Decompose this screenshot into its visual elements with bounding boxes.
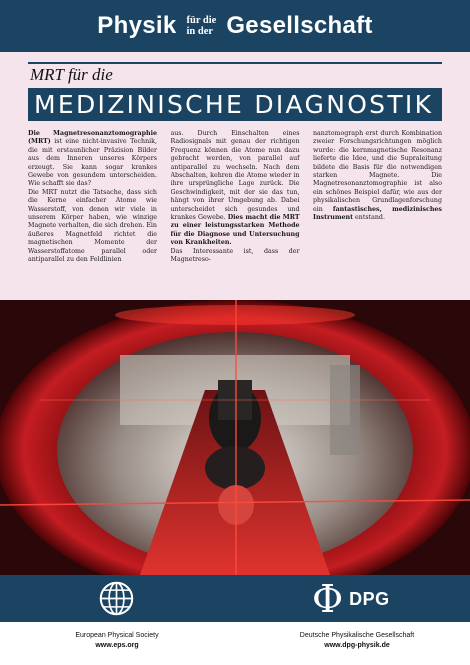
title-connector-line1: für die [186, 15, 217, 26]
paragraph: Das Interessante ist, dass der Magnetreso- [170, 247, 300, 264]
paragraph: Die MRT nutzt die Tatsache, dass sich die Kerne einfacher Atome wie Wasserstoff, von denen wir viele in unserem Körper haben, wie winzige Magnete verhalten, die sich drehen. Ein äußeres Magnetfeld richtet die magnetischen Momente der Wasserstoffatome parallel oder antiparallel zu den Feldlinien [28, 188, 157, 264]
phi-icon: Φ [312, 577, 344, 621]
highlight-bold-text: fantastisches, medizinisches Instrument [313, 205, 442, 222]
eps-name: European Physical Society [75, 632, 159, 639]
patient-chest [205, 446, 265, 490]
paragraph [171, 130, 300, 248]
room-cabinet [330, 365, 360, 455]
globe-icon [98, 580, 135, 617]
title-banner [0, 0, 470, 52]
title-word-physik: Physik [97, 12, 177, 39]
body-text: nanztomograph erst durch Kombination zweier Forschungsrichtungen möglich wurde: die kernmagnetische Resonanz lieferte die Idee, und die Supraleitung bildete die Basis für die notwendigen starken Magnete. Die Magnetresonanztomographie ist also ein schönes Beispiel dafür, wie aus der physikalischen Grundlagenforschung ein [313, 130, 442, 213]
body-text-end: entstand. [353, 214, 385, 222]
lead-bold-text: Die Magnetresonanztomographie (MRT) [28, 130, 157, 146]
eps-url[interactable]: www.eps.org [95, 642, 139, 649]
divider [28, 62, 442, 64]
article-columns [28, 130, 442, 300]
paragraph [28, 130, 157, 189]
dpg-credit [267, 631, 447, 651]
article-column-2 [171, 130, 300, 300]
title-word-gesellschaft: Gesellschaft [226, 12, 373, 39]
mri-scanner-illustration [0, 300, 470, 575]
dpg-name: Deutsche Physikalische Gesellschaft [299, 632, 415, 639]
dpg-logo-text: DPG [349, 588, 390, 609]
title-connector [186, 15, 216, 37]
dpg-url[interactable]: www.dpg-physik.de [324, 642, 390, 649]
article-column-3 [313, 130, 442, 300]
article-column-1 [28, 130, 157, 300]
highlight-bold-text: Dies macht die MRT zu einer leistungsstarken Methode für die Diagnose und Untersuchung von Krankheiten. [170, 214, 300, 247]
lead-text: ist eine nicht-invasive Technik, die mit erstaunlicher Präzision Bilder aus dem Inneren unseres Körpers erzeugt. Sie kann sogar krankes Gewebe von gesundem unterscheiden. Wie schafft sie das? [28, 138, 157, 188]
footer-logo-band [0, 575, 470, 622]
article-section [0, 52, 470, 300]
article-subtitle: MRT für die [30, 65, 113, 84]
scanner-top-light [115, 305, 355, 325]
footer [0, 575, 470, 665]
paragraph [313, 130, 442, 222]
eps-credit [27, 631, 207, 651]
body-text: aus. Durch Einschalten eines Radiosignals mit genau der richtigen Frequenz können die Atome nun dazu gebracht werden, von parallel auf antiparallel zu wechseln. Nach dem Abschalten, kehren die Atome wieder in ihre ursprüngliche Lage zurück. Die Geschwindigkeit, mit der sie das tun, hängt von ihrer Umgebung ab. Dabei unterscheidet sich gesundes und krankes Gewebe. [170, 130, 300, 222]
title-connector-line2: in der [186, 26, 214, 37]
article-headline: MEDIZINISCHE DIAGNOSTIK [28, 88, 442, 121]
dpg-logo [312, 577, 390, 621]
mri-scanner-photo [0, 300, 470, 575]
